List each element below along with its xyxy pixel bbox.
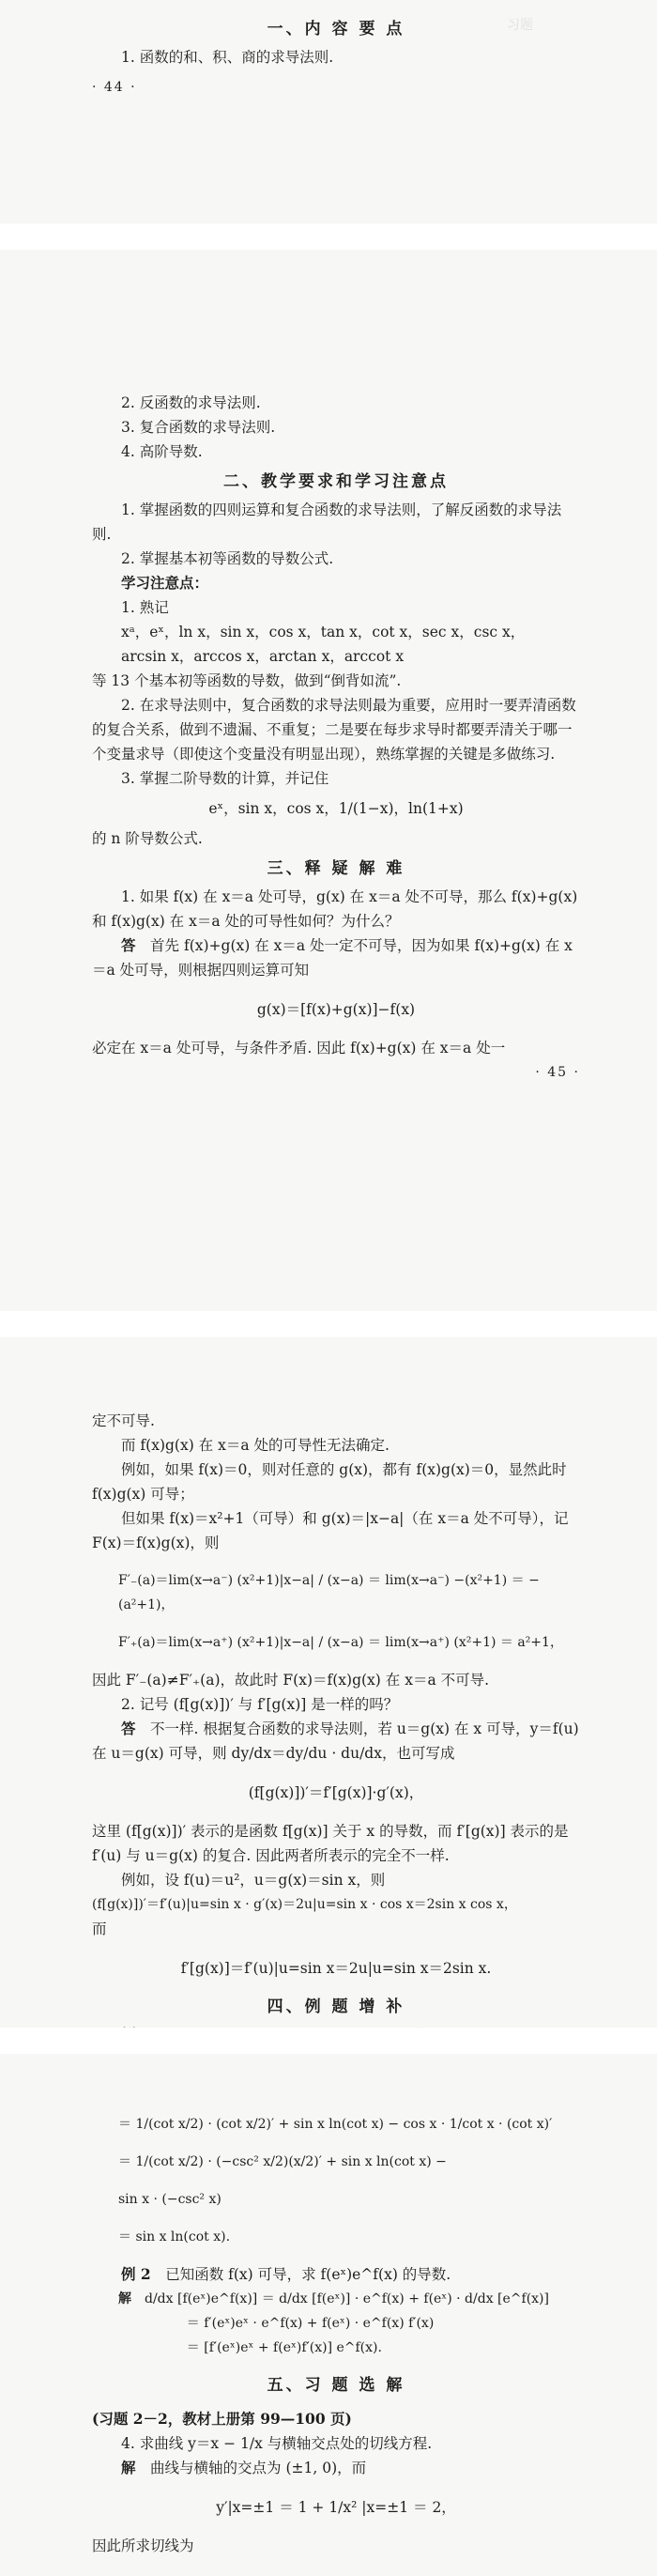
content-item-1: 1. 函数的和、积、商的求导法则. [121,49,334,66]
solution-label: 解 [121,2459,136,2476]
exercise-4-tail: 因此所求切线为 [92,2537,194,2554]
example-2 [92,2262,580,2287]
example-2-step-2: ＝ f′(eˣ)eˣ · e^f(x) + f(eˣ) · e^f(x) f′(x) [186,2316,435,2331]
solution-label: 解 [118,2291,131,2306]
question-1: 1. 如果 f(x) 在 x＝a 处可导，g(x) 在 x＝a 处不可导，那么 f(x)+g(x) 和 f(x)g(x) 在 x＝a 处的可导性如何？为什么？ [92,888,578,930]
answer-1-tail: 必定在 x＝a 处可导，与条件矛盾. 因此 f(x)+g(x) 在 x＝a 处一 [92,1040,506,1057]
chain-rule-formula: (f[g(x)])′＝f′[g(x)]·g′(x)， [248,1783,424,1801]
page-1 [0,0,657,224]
study-note-3: 3. 掌握二阶导数的计算，并记住 [121,770,329,787]
content-item-2: 2. 反函数的求导法则. [121,394,261,411]
answer-2-d: (f[g(x)])′＝f′(u)|u=sin x · g′(x)＝2u|u=sin x · cos x＝2sin x cos x， [92,1897,517,1912]
para-3: 但如果 f(x)＝x²+1（可导）和 g(x)＝|x−a|（在 x＝a 处不可导），记 F(x)＝f(x)g(x)，则 [92,1510,569,1551]
answer-1 [92,933,580,982]
answer-2-e: 而 [92,1920,107,1937]
requirement-2: 2. 掌握基本初等函数的导数公式. [121,550,334,567]
exercise-4: 4. 求曲线 y＝x − 1/x 与横轴交点处的切线方程. [121,2435,433,2452]
answer-label: 答 [121,1720,136,1737]
answer-2 [92,1717,580,1766]
right-derivative-formula: F′₊(a)＝lim(x→a⁺) (x²+1)|x−a| / (x−a) ＝ lim(x→a⁺) (x²+1) ＝ a²+1， [118,1635,563,1650]
study-note-3-tail: 的 n 阶导数公式. [92,830,203,847]
page-4 [0,2054,657,2576]
section-heading-4: 四、例 题 增 补 [267,1998,405,2016]
answer-1-formula: g(x)＝[f(x)+g(x)]−f(x) [256,1000,416,1018]
exercise-4-derivative: y′|x=±1 ＝ 1 + 1/x² |x=±1 ＝ 2， [216,2498,456,2516]
answer-2-b: 这里 (f[g(x)])′ 表示的是函数 f[g(x)] 关于 x 的导数，而 f′[g(x)] 表示的是 f′(u) 与 u＝g(x) 的复合. 因此两者所表示的完全不一样. [92,1823,569,1864]
solution-step-3: sin x · (−csc² x) [118,2192,222,2207]
nth-derivative-functions: eˣ，sin x，cos x，1/(1−x)，ln(1+x) [208,800,464,817]
content-item-3: 3. 复合函数的求导法则. [121,419,276,436]
section-heading-2: 二、教学要求和学习注意点 [223,472,449,491]
exercise-reference: (习题 2－2，教材上册第 99—100 页) [92,2410,352,2428]
memo-functions-line3: 等 13 个基本初等函数的导数，做到“倒背如流”. [92,672,402,689]
answer-1-text: 首先 f(x)+g(x) 在 x＝a 处一定不可导，因为如果 f(x)+g(x) 在 x＝a 处可导，则根据四则运算可知 [92,937,573,979]
content-item-4: 4. 高阶导数. [121,443,203,460]
example-2-step-1-text: d/dx [f(eˣ)e^f(x)] ＝ d/dx [f(eˣ)] · e^f(x) + f(eˣ) · d/dx [e^f(x)] [145,2291,549,2306]
example-label: 例 2 [121,2265,151,2283]
section-heading-5: 五、习 题 选 解 [267,2376,405,2395]
para-4: 因此 F′₋(a)≠F′₊(a)，故此时 F(x)＝f(x)g(x) 在 x＝a 不可导. [92,1672,490,1689]
para-2: 例如，如果 f(x)＝0，则对任意的 g(x)，都有 f(x)g(x)＝0，显然此时 f(x)g(x) 可导； [92,1461,567,1503]
bleed-through: 习题 [507,18,533,33]
answer-label: 答 [121,936,136,954]
section-heading-1: 一、内 容 要 点 [267,20,405,39]
memo-functions-line2: arcsin x，arccos x，arctan x，arccot x [121,648,405,665]
exercise-4-solution [92,2456,580,2480]
example-2-text: 已知函数 f(x) 可导，求 f(eˣ)e^f(x) 的导数. [165,2266,451,2283]
answer-1-continued: 定不可导. [92,1412,155,1429]
study-note-2: 2. 在求导法则中，复合函数的求导法则最为重要，应用时一要弄清函数的复合关系，做到不遗漏、不重复；二是要在每步求导时都要弄清关于哪一个变量求导（即使这个变量没有明显出现），熟练掌握的关键是多做练习. [92,697,576,763]
exercise-4-solution-text: 曲线与横轴的交点为 (±1, 0)，而 [150,2460,367,2476]
requirement-1: 1. 掌握函数的四则运算和复合函数的求导法则，了解反函数的求导法则. [92,501,562,543]
solution-step-1: ＝ 1/(cot x/2) · (cot x/2)′ + sin x ln(cot x) − cos x · 1/cot x · (cot x)′ [118,2117,553,2132]
solution-step-2: ＝ 1/(cot x/2) · (−csc² x/2)(x/2)′ + sin x ln(cot x) − [118,2154,447,2169]
solution-step-4: ＝ sin x ln(cot x). [118,2229,231,2244]
section-heading-3: 三、释 疑 解 难 [267,859,405,878]
study-notes-title: 学习注意点： [121,574,209,592]
left-derivative-formula: F′₋(a)＝lim(x→a⁻) (x²+1)|x−a| / (x−a) ＝ lim(x→a⁻) −(x²+1) ＝ −(a²+1)， [118,1573,540,1612]
memo-functions-line1: xᵃ，eˣ，ln x，sin x，cos x，tan x，cot x，sec x，csc x， [121,624,526,640]
memo-label: 1. 熟记 [121,599,169,616]
answer-2-c: 例如，设 f(u)＝u²，u＝g(x)＝sin x，则 [121,1872,386,1889]
example-2-step-1 [92,2287,580,2311]
answer-2-text: 不一样. 根据复合函数的求导法则，若 u＝g(x) 在 x 可导，y＝f(u) 在 u＝g(x) 可导，则 dy/dx＝dy/du · du/dx，也可写成 [92,1720,579,1762]
question-2: 2. 记号 (f[g(x)])′ 与 f′[g(x)] 是一样的吗？ [121,1696,399,1713]
answer-2-formula2: f′[g(x)]＝f′(u)|u=sin x＝2u|u=sin x＝2sin x. [180,1959,492,1977]
page-number-44: · 44 · [92,80,137,95]
page-3 [0,1337,657,2028]
example-2-step-3: ＝ [f′(eˣ)eˣ + f(eˣ)f′(x)] e^f(x). [186,2340,382,2355]
page-number-45: · 45 · [535,1065,580,1080]
para-1: 而 f(x)g(x) 在 x＝a 处的可导性无法确定. [121,1437,390,1454]
page-2 [0,250,657,1311]
